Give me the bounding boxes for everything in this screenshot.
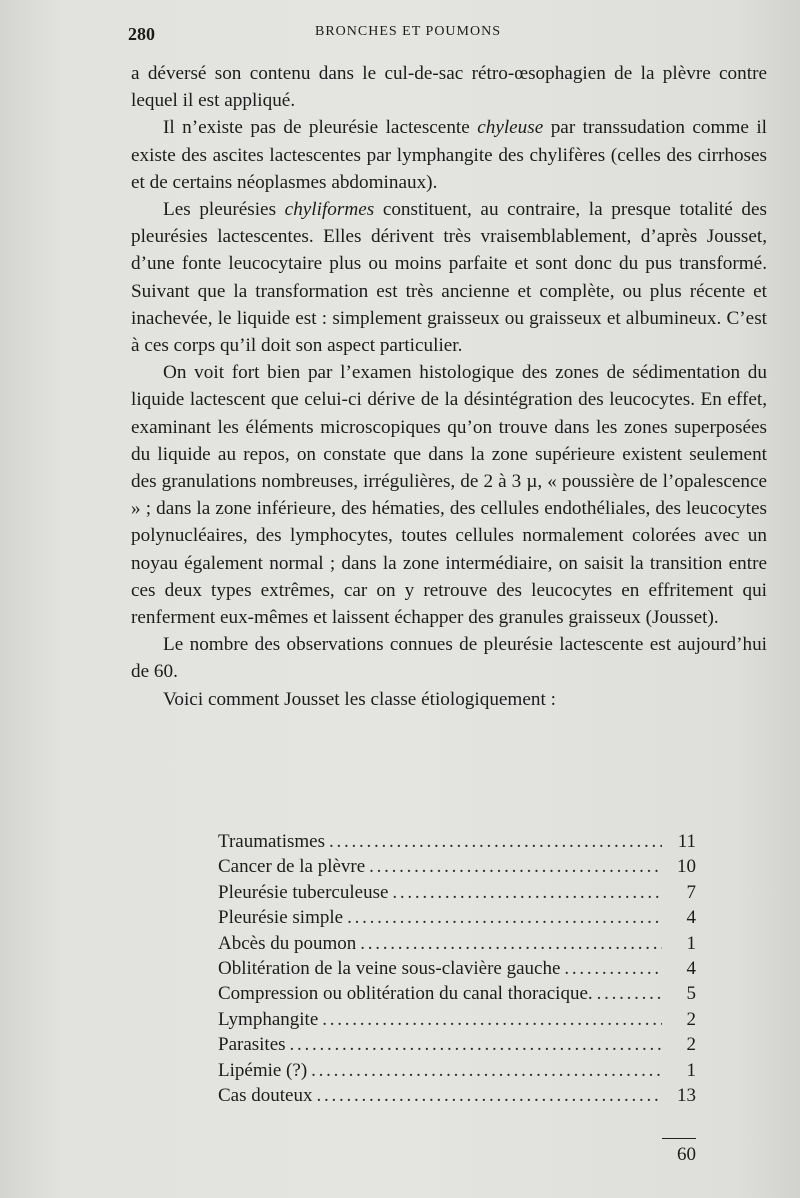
table-row bbox=[218, 931, 696, 956]
paragraph-text: On voit fort bien par l’examen histologique des zones de sédimentation du liquide lactescent que celui-ci dérive de la désintégration des leucocytes. En effet, examinant les éléments microscopiques qu’on trouve dans les zones superposées du liquide au repos, on constate que dans la zone supérieure existent seulement des granulations nombreuses, irrégulières, de 2 à 3 µ, « poussière de l’opalescence » ; dans la zone inférieure, des hématies, des cellules endothéliales, des leucocytes polynucléaires, des lymphocytes, toutes cellules normalement colorées avec un noyau également normal ; dans la zone intermédiaire, on saisit la transition entre ces deux types extrêmes, car on y retrouve des leucocytes en effritement qui renferment eux-mêmes et laissent échapper des granules graisseux (Jousset). bbox=[131, 362, 767, 629]
row-label: Cancer de la plèvre bbox=[218, 856, 366, 878]
row-label: Pleurésie tuberculeuse bbox=[218, 881, 389, 903]
paragraph bbox=[131, 196, 767, 359]
dot-leader bbox=[564, 956, 662, 981]
paragraph bbox=[131, 631, 767, 685]
table-row bbox=[218, 981, 696, 1006]
row-label: Compression ou oblitération du canal thoracique. bbox=[218, 983, 593, 1005]
paragraph bbox=[131, 686, 767, 713]
dot-leader bbox=[322, 1007, 662, 1032]
dot-leader bbox=[329, 829, 662, 854]
italic-term: chyleuse bbox=[477, 117, 544, 139]
table-row bbox=[218, 829, 696, 854]
row-value: 2 bbox=[686, 1034, 696, 1056]
page-header bbox=[128, 24, 768, 48]
dot-leader bbox=[347, 905, 662, 930]
row-label: Pleurésie simple bbox=[218, 907, 344, 929]
table-row bbox=[218, 905, 696, 930]
dot-leader bbox=[360, 931, 662, 956]
body-text bbox=[131, 60, 767, 713]
paragraph-text: par transsudation comme il existe des ascites lactescentes par lymphangite des chylifères (celles des cirrhoses et de certains néoplasmes abdominaux). bbox=[131, 117, 767, 193]
row-label: Traumatismes bbox=[218, 831, 325, 852]
table-row bbox=[218, 1007, 696, 1032]
paragraph bbox=[131, 60, 767, 114]
row-value: 2 bbox=[686, 1008, 696, 1030]
paragraph-text: Voici comment Jousset les classe étiologiquement : bbox=[163, 688, 556, 710]
paragraph-text: Le nombre des observations connues de pleurésie lactescente est aujourd’hui de 60. bbox=[131, 634, 767, 683]
dot-leader bbox=[290, 1032, 662, 1057]
table-row bbox=[218, 854, 696, 879]
row-value: 5 bbox=[686, 983, 696, 1005]
row-value: 4 bbox=[686, 957, 696, 979]
row-value: 10 bbox=[677, 856, 696, 878]
paragraph-text: Les pleurésies bbox=[163, 199, 285, 221]
paragraph bbox=[131, 114, 767, 196]
row-value: 7 bbox=[686, 881, 696, 903]
table-total: 60 bbox=[677, 1144, 696, 1165]
table-row bbox=[218, 1058, 696, 1083]
dot-leader bbox=[597, 981, 662, 1006]
paragraph-text: Il n’existe pas de pleurésie lactescente bbox=[163, 117, 478, 139]
paragraph-text: constituent, au contraire, la presque totalité des pleurésies lactescentes. Elles dérivent très vraisemblablement, d’après Jousset, d’une fonte leucocytaire plus ou moins parfaite et sont donc du pus transformé. Suivant que la transformation est très ancienne et complète, ou plus récente et inachevée, le liquide est : simplement graisseux ou graisseux et albumineux. C’est à ces corps qu’il doit son aspect particulier. bbox=[131, 199, 767, 357]
row-label: Cas douteux bbox=[218, 1084, 313, 1106]
row-value: 1 bbox=[686, 1059, 696, 1081]
italic-term: chyliformes bbox=[284, 199, 375, 221]
row-value: 11 bbox=[677, 831, 696, 852]
total-rule bbox=[662, 1138, 696, 1139]
etiology-table bbox=[218, 829, 696, 1108]
row-label: Oblitération de la veine sous-clavière gauche bbox=[218, 957, 561, 979]
dot-leader bbox=[316, 1083, 662, 1108]
table-row bbox=[218, 1083, 696, 1108]
dot-leader bbox=[392, 880, 662, 905]
table-row bbox=[218, 956, 696, 981]
row-label: Lipémie (?) bbox=[218, 1059, 308, 1081]
running-title: BRONCHES ET POUMONS bbox=[315, 24, 501, 39]
page-number: 280 bbox=[128, 24, 155, 44]
row-label: Parasites bbox=[218, 1034, 286, 1056]
row-value: 1 bbox=[686, 932, 696, 954]
dot-leader bbox=[369, 854, 662, 879]
paragraph bbox=[131, 359, 767, 631]
table-row bbox=[218, 880, 696, 905]
paragraph-text: a déversé son contenu dans le cul-de-sac rétro-œsophagien de la plèvre contre lequel il est appliqué. bbox=[131, 63, 767, 112]
row-label: Lymphangite bbox=[218, 1008, 319, 1030]
row-value: 4 bbox=[686, 907, 696, 929]
dot-leader bbox=[311, 1058, 662, 1083]
row-value: 13 bbox=[677, 1084, 696, 1106]
table-row bbox=[218, 1032, 696, 1057]
row-label: Abcès du poumon bbox=[218, 932, 357, 954]
